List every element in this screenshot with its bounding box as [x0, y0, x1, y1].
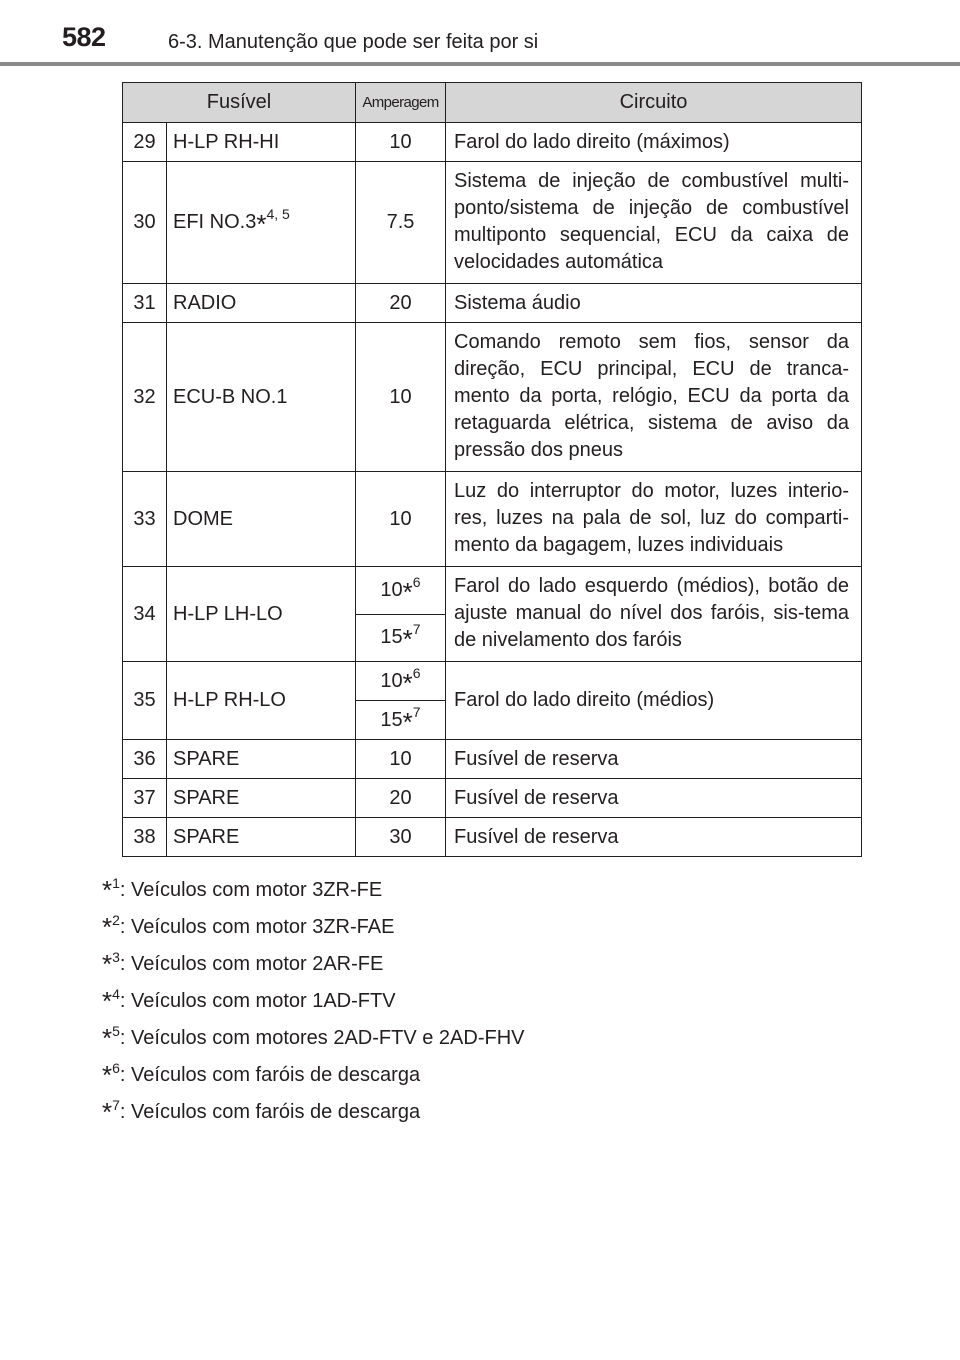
footnote-text: : Veículos com motor 1AD-FTV [119, 990, 396, 1012]
fuse-amperage: 10 [356, 123, 446, 162]
fuse-number: 37 [123, 779, 167, 818]
footnote [102, 1057, 524, 1094]
fuse-name: SPARE [167, 779, 356, 818]
fuse-number: 32 [123, 323, 167, 472]
footnote-text: : Veículos com motor 3ZR-FAE [119, 916, 395, 938]
footnote-marker: * [102, 949, 113, 979]
table-row [123, 123, 862, 162]
fuse-name: H-LP LH-LO [167, 567, 356, 662]
fuse-circuit: Fusível de reserva [446, 740, 862, 779]
footnote-text: : Veículos com motor 2AR-FE [119, 953, 384, 975]
fuse-amperage: 10 [380, 578, 403, 601]
fuse-amperage-cell [356, 614, 446, 662]
page-number: 582 [62, 22, 106, 52]
footnote-number: 4 [112, 986, 120, 1002]
table-row [123, 740, 862, 779]
footnotes [102, 872, 524, 1131]
footnote-marker: * [102, 1060, 113, 1090]
fuse-name: RADIO [167, 284, 356, 323]
fuse-name: SPARE [167, 740, 356, 779]
fuse-amperage: 10 [380, 669, 403, 692]
footnote-ref: 4, 5 [266, 206, 290, 222]
fuse-amperage: 20 [356, 779, 446, 818]
footnote-marker: * [102, 1097, 113, 1127]
footnote-number: 3 [112, 949, 120, 965]
fuse-amperage: 30 [356, 818, 446, 857]
fuse-circuit: Luz do interruptor do motor, luzes interio-res, luzes na pala de sol, luz do comparti-mento da bagagem, luzes individuais [446, 472, 862, 567]
footnote-number: 6 [112, 1060, 120, 1076]
fuse-name: SPARE [167, 818, 356, 857]
column-header-circuit: Circuito [446, 83, 862, 123]
footnote [102, 872, 524, 909]
table-row [123, 284, 862, 323]
fuse-number: 31 [123, 284, 167, 323]
column-header-fuse: Fusível [123, 83, 356, 123]
fuse-amperage: 7.5 [356, 162, 446, 284]
footnote [102, 983, 524, 1020]
fuse-table [122, 82, 862, 857]
footnote-number: 5 [112, 1023, 120, 1039]
fuse-amperage: 10 [356, 472, 446, 567]
footnote-marker: * [402, 576, 413, 607]
footnote-ref: 6 [412, 664, 421, 681]
footnote-marker: * [102, 986, 113, 1016]
fuse-number: 34 [123, 567, 167, 662]
fuse-circuit: Fusível de reserva [446, 818, 862, 857]
fuse-name: EFI NO.3 [173, 211, 257, 233]
footnote-ref: 6 [412, 573, 421, 590]
fuse-circuit: Farol do lado direito (máximos) [446, 123, 862, 162]
fuse-number: 30 [123, 162, 167, 284]
header-rule [0, 62, 960, 66]
fuse-number: 29 [123, 123, 167, 162]
footnote [102, 1020, 524, 1057]
fuse-circuit: Sistema áudio [446, 284, 862, 323]
table-row [123, 818, 862, 857]
fuse-amperage: 10 [356, 740, 446, 779]
footnote-marker: * [102, 875, 113, 905]
footnote-marker: * [402, 624, 413, 655]
footnote-marker: * [102, 912, 113, 942]
fuse-circuit: Farol do lado esquerdo (médios), botão de ajuste manual do nível dos faróis, sis-tema de nivelamento dos faróis [446, 567, 862, 662]
table-row [123, 323, 862, 472]
footnote-ref: 7 [412, 621, 421, 638]
footnote [102, 909, 524, 946]
footnote-number: 7 [112, 1097, 120, 1113]
table-row [123, 662, 862, 701]
footnote [102, 946, 524, 983]
fuse-amperage: 15 [380, 626, 403, 649]
fuse-circuit: Comando remoto sem fios, sensor da direção, ECU principal, ECU de tranca-mento da porta, relógio, ECU da porta da retaguarda elétrica, sistema de aviso da pressão dos pneus [446, 323, 862, 472]
fuse-number: 35 [123, 662, 167, 740]
footnote-marker: * [256, 209, 267, 239]
table-row [123, 472, 862, 567]
fuse-name: DOME [167, 472, 356, 567]
fuse-amperage: 15 [380, 708, 403, 731]
table-row [123, 779, 862, 818]
table-header-row [123, 83, 862, 123]
section-title: 6-3. Manutenção que pode ser feita por si [168, 31, 539, 53]
fuse-amperage-cell [356, 701, 446, 740]
fuse-name: H-LP RH-LO [167, 662, 356, 740]
footnote [102, 1094, 524, 1131]
fuse-number: 33 [123, 472, 167, 567]
footnote-text: : Veículos com motores 2AD-FTV e 2AD-FHV [119, 1027, 525, 1049]
fuse-amperage: 20 [356, 284, 446, 323]
table-row [123, 567, 862, 615]
fuse-circuit: Sistema de injeção de combustível multi-ponto/sistema de injeção de combustível multiponto sequencial, ECU da caixa de velocidades automática [446, 162, 862, 284]
footnote-ref: 7 [412, 703, 421, 720]
footnote-marker: * [402, 706, 413, 737]
fuse-name: H-LP RH-HI [167, 123, 356, 162]
footnote-number: 2 [112, 912, 120, 928]
footnote-text: : Veículos com faróis de descarga [119, 1064, 421, 1086]
fuse-number: 36 [123, 740, 167, 779]
fuse-amperage: 10 [356, 323, 446, 472]
footnote-text: : Veículos com faróis de descarga [119, 1101, 421, 1123]
fuse-name: ECU-B NO.1 [167, 323, 356, 472]
footnote-text: : Veículos com motor 3ZR-FE [119, 879, 383, 901]
table-row [123, 162, 862, 284]
fuse-amperage-cell [356, 662, 446, 701]
fuse-name-cell [167, 162, 356, 284]
footnote-marker: * [102, 1023, 113, 1053]
footnote-marker: * [402, 667, 413, 698]
fuse-number: 38 [123, 818, 167, 857]
column-header-amperage: Amperagem [356, 83, 446, 123]
footnote-number: 1 [112, 875, 120, 891]
fuse-circuit: Fusível de reserva [446, 779, 862, 818]
fuse-amperage-cell [356, 567, 446, 615]
fuse-circuit: Farol do lado direito (médios) [446, 662, 862, 740]
